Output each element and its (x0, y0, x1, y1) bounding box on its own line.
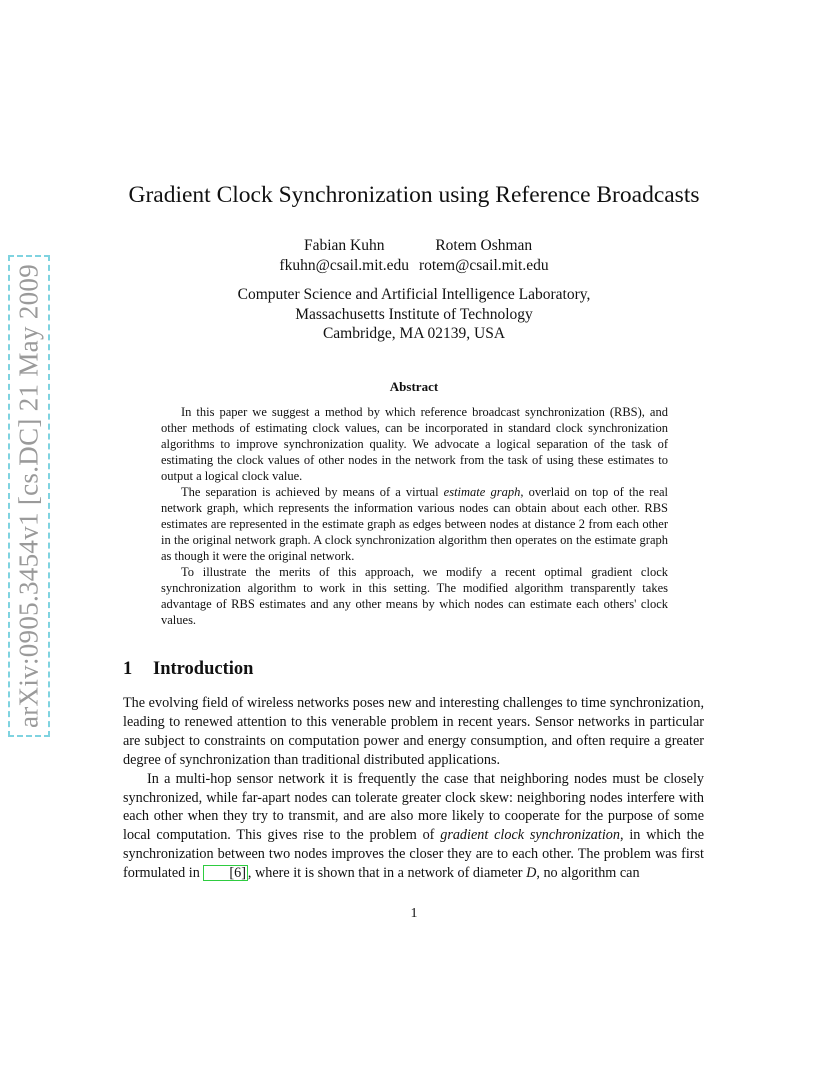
emphasis: estimate graph (443, 485, 521, 499)
author-name: Rotem Oshman (435, 237, 533, 254)
affiliation-line: Cambridge, MA 02139, USA (322, 325, 506, 342)
page-number: 1 (410, 906, 418, 921)
paper-title: Gradient Clock Synchronization using Reference Broadcasts (128, 182, 700, 208)
affiliation (0, 285, 828, 344)
body-paragraph: The evolving field of wireless networks poses new and interesting challenges to time synchronization, leading to renewed attention to this venerable problem in recent years. Sensor networks in particular are subject to constraints on computation power and energy consumption, and often require a greater degree of synchronization than traditional distributed applications. (123, 695, 704, 768)
text-run: , where it is shown that in a network of diameter (247, 865, 527, 882)
author-name: Fabian Kuhn (303, 237, 385, 254)
author-2 (419, 236, 549, 276)
body-paragraph (123, 770, 704, 883)
author-email: rotem@csail.mit.edu (418, 257, 549, 274)
abstract-heading: Abstract (389, 379, 439, 394)
introduction-body (123, 694, 704, 883)
emphasis: gradient clock synchronization (440, 827, 620, 844)
arxiv-identifier-text: arXiv:0905.3454v1 [cs.DC] 21 May 2009 (13, 263, 44, 729)
math-variable: D (526, 865, 537, 882)
section-title: Introduction (153, 659, 254, 679)
author-block (0, 236, 828, 276)
abstract-paragraph: To illustrate the merits of this approach, we modify a recent optimal gradient clock synchronization algorithm to work in this setting. The modified algorithm transparently takes advantage of RBS estimates and any other means by which nodes can estimate each others' clock values. (161, 565, 668, 627)
text-run: , overlaid on top of the real network graph, which represents the information various nodes can obtain about each other. RBS estimates are represented in the estimate graph as edges between nodes at distance 2 from each other in the original network graph. A clock synchronization algorithm then operates on the estimate graph as though it were the original network. (161, 485, 669, 563)
text-run: In a multi-hop sensor network it is frequently the case that neighboring nodes must be closely synchronized, while far-apart nodes can tolerate greater clock skew: neighboring nodes interfere with each other when they try to transmit, and are also more likely to cooperate for the purpose of some local computation. This gives rise to the problem of (123, 770, 704, 844)
abstract-body (161, 404, 668, 628)
section-number: 1 (123, 659, 133, 679)
author-1 (279, 236, 409, 276)
affiliation-line: Computer Science and Artificial Intelligence Laboratory, (237, 286, 591, 303)
affiliation-line: Massachusetts Institute of Technology (295, 305, 533, 323)
citation-link[interactable]: [6] (203, 865, 248, 881)
author-email: fkuhn@csail.mit.edu (279, 257, 410, 274)
abstract-paragraph: In this paper we suggest a method by which reference broadcast synchronization (RBS), and other methods of estimating clock values, can be incorporated in standard clock synchronization algorithms to improve synchronization quality. We advocate a logical separation of the task of estimating the clock values of other nodes in the network from the task of using these estimates to output a logical clock value. (161, 405, 668, 483)
text-run: The separation is achieved by means of a virtual (181, 485, 444, 499)
abstract-paragraph (161, 484, 668, 564)
text-run: , no algorithm can (536, 865, 640, 882)
section-heading (123, 657, 253, 681)
text-run: , in which the synchronization between two nodes improves the closer they are to each other. The problem was first formulated in (123, 827, 704, 882)
